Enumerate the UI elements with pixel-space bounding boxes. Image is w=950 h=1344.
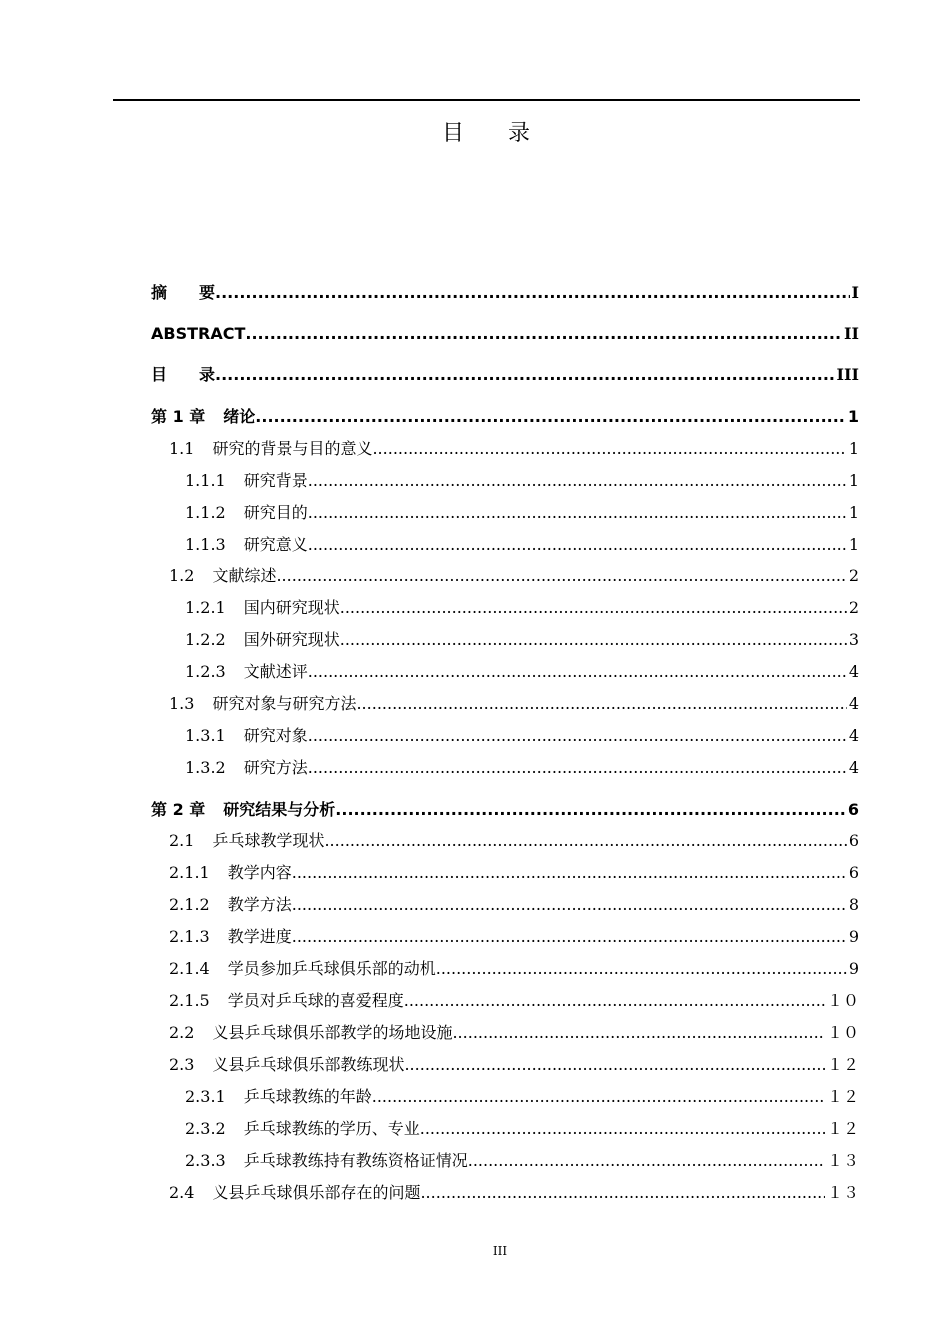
toc-entry-page: 4 bbox=[848, 726, 859, 745]
toc-entry-page: 1 bbox=[847, 407, 859, 426]
toc-entry-number: 2.1.3 bbox=[169, 927, 210, 946]
toc-entry-title: 目 录 bbox=[151, 365, 216, 384]
toc-leader-dots bbox=[292, 924, 847, 950]
toc-entry-page: 6 bbox=[848, 831, 859, 850]
toc-entry-page: １２ bbox=[826, 1119, 859, 1138]
toc-entry-title: 研究结果与分析 bbox=[223, 800, 336, 819]
toc-entry-number: 1.3.2 bbox=[185, 758, 226, 777]
toc-leader-dots bbox=[404, 1052, 825, 1078]
toc-entry-title: 国内研究现状 bbox=[243, 598, 340, 617]
toc-entry-title: 义县乒乓球俱乐部教练现状 bbox=[212, 1055, 405, 1074]
toc-entry[interactable] bbox=[169, 924, 859, 950]
toc-entry-number: 1.1 bbox=[169, 439, 195, 458]
toc-leader-dots bbox=[308, 723, 847, 749]
toc-leader-dots bbox=[372, 436, 846, 462]
toc-leader-dots bbox=[452, 1020, 825, 1046]
toc-entry-page: 4 bbox=[848, 662, 859, 681]
toc-entry-number: 2.1.2 bbox=[169, 895, 210, 914]
toc-entry-number: 2.3 bbox=[169, 1055, 195, 1074]
toc-leader-dots bbox=[356, 691, 846, 717]
toc-leader-dots bbox=[340, 627, 847, 653]
toc-entry-page: １３ bbox=[826, 1183, 859, 1202]
toc-entry[interactable] bbox=[169, 563, 859, 589]
toc-entry-page: 8 bbox=[848, 895, 859, 914]
toc-leader-dots bbox=[308, 755, 847, 781]
toc-entry[interactable] bbox=[151, 280, 859, 306]
toc-entry-title: 绪论 bbox=[223, 407, 256, 426]
toc-entry-page: III bbox=[836, 365, 859, 384]
toc-entry-page: II bbox=[844, 324, 859, 343]
toc-entry-title: 文献综述 bbox=[212, 566, 277, 585]
toc-entry[interactable] bbox=[169, 828, 859, 854]
toc-leader-dots bbox=[308, 500, 847, 526]
toc-entry[interactable] bbox=[151, 321, 859, 347]
toc-entry-page: 1 bbox=[848, 503, 859, 522]
toc-leader-dots bbox=[372, 1084, 825, 1110]
toc-entry-title: 研究对象与研究方法 bbox=[212, 694, 357, 713]
toc-entry[interactable] bbox=[169, 956, 859, 982]
toc-entry-number: 1.1.1 bbox=[185, 471, 226, 490]
toc-entry[interactable] bbox=[185, 532, 859, 558]
footer-page-number: III bbox=[492, 1244, 508, 1258]
toc-leader-dots bbox=[255, 404, 846, 430]
toc-entry-page: １２ bbox=[826, 1055, 859, 1074]
toc-entry[interactable] bbox=[185, 500, 859, 526]
toc-entry-page: １３ bbox=[826, 1151, 859, 1170]
toc-leader-dots bbox=[215, 362, 835, 388]
toc-entry[interactable] bbox=[185, 723, 859, 749]
toc-entry-page: １０ bbox=[826, 1023, 859, 1042]
toc-entry[interactable] bbox=[185, 1116, 859, 1142]
toc-entry-number: 2.4 bbox=[169, 1183, 195, 1202]
toc-entry-title: 教学进度 bbox=[227, 927, 292, 946]
toc-leader-dots bbox=[420, 1180, 825, 1206]
toc-leader-dots bbox=[245, 321, 842, 347]
toc-entry-number: 2.2 bbox=[169, 1023, 195, 1042]
toc-entry-number: 2.3.3 bbox=[185, 1151, 226, 1170]
toc-entry-number: 2.1.1 bbox=[169, 863, 210, 882]
toc-entry[interactable] bbox=[169, 691, 859, 717]
toc-entry[interactable] bbox=[169, 1052, 859, 1078]
toc-entry-number: 2.1.4 bbox=[169, 959, 210, 978]
toc-entry-title: 研究意义 bbox=[243, 535, 308, 554]
toc-entry-number: 1.2.3 bbox=[185, 662, 226, 681]
toc-leader-dots bbox=[340, 595, 847, 621]
toc-entry-page: 6 bbox=[847, 800, 859, 819]
toc-entry-title: 乒乓球教练的学历、专业 bbox=[243, 1119, 420, 1138]
toc-entry-title: 研究背景 bbox=[243, 471, 308, 490]
toc-entry-page: I bbox=[851, 283, 859, 302]
toc-entry-number: 1.1.2 bbox=[185, 503, 226, 522]
toc-entry[interactable] bbox=[185, 595, 859, 621]
toc-entry[interactable] bbox=[185, 1148, 859, 1174]
toc-entry[interactable] bbox=[185, 659, 859, 685]
toc-entry[interactable] bbox=[169, 436, 859, 462]
toc-entry-number: 1.2 bbox=[169, 566, 195, 585]
toc-leader-dots bbox=[468, 1148, 825, 1174]
toc-entry-number: 1.3.1 bbox=[185, 726, 226, 745]
toc-leader-dots bbox=[292, 892, 847, 918]
toc-entry-page: 6 bbox=[848, 863, 859, 882]
toc-entry-number: 1.2.2 bbox=[185, 630, 226, 649]
toc-entry-number: 1.1.3 bbox=[185, 535, 226, 554]
toc-entry-number: 2.1.5 bbox=[169, 991, 210, 1010]
toc-leader-dots bbox=[324, 828, 846, 854]
toc-leader-dots bbox=[308, 532, 847, 558]
toc-leader-dots bbox=[215, 280, 850, 306]
toc-entry-number: 第 1 章 bbox=[151, 407, 206, 426]
toc-entry-page: 2 bbox=[848, 566, 859, 585]
toc-entry[interactable] bbox=[185, 468, 859, 494]
toc-entry-title: 研究方法 bbox=[243, 758, 308, 777]
toc-leader-dots bbox=[292, 860, 847, 886]
toc-entry-page: 1 bbox=[848, 535, 859, 554]
toc-entry-title: 学员对乒乓球的喜爱程度 bbox=[227, 991, 404, 1010]
toc-leader-dots bbox=[276, 563, 846, 589]
toc-entry[interactable] bbox=[169, 860, 859, 886]
toc-entry-page: 1 bbox=[848, 471, 859, 490]
toc-entry[interactable] bbox=[169, 892, 859, 918]
toc-entry-page: 4 bbox=[848, 758, 859, 777]
toc-entry-title: 学员参加乒乓球俱乐部的动机 bbox=[227, 959, 436, 978]
toc-entry[interactable] bbox=[185, 1084, 859, 1110]
toc-entry-title: 文献述评 bbox=[243, 662, 308, 681]
toc-leader-dots bbox=[335, 797, 846, 823]
toc-entry-title: 乒乓球教练持有教练资格证情况 bbox=[243, 1151, 468, 1170]
toc-leader-dots bbox=[404, 988, 825, 1014]
toc-entry-page: １０ bbox=[826, 991, 859, 1010]
toc-entry-page: １２ bbox=[826, 1087, 859, 1106]
header-rule bbox=[113, 99, 860, 101]
toc-entry[interactable] bbox=[169, 1020, 859, 1046]
toc-entry-page: 9 bbox=[848, 959, 859, 978]
toc-entry-title: 教学内容 bbox=[227, 863, 292, 882]
toc-entry-title: 摘 要 bbox=[151, 283, 216, 302]
toc-entry-page: 3 bbox=[848, 630, 859, 649]
toc-entry-page: 2 bbox=[848, 598, 859, 617]
toc-leader-dots bbox=[308, 468, 847, 494]
toc-entry[interactable] bbox=[185, 755, 859, 781]
toc-entry-number: 2.3.1 bbox=[185, 1087, 226, 1106]
toc-entry-page: 9 bbox=[848, 927, 859, 946]
toc-leader-dots bbox=[308, 659, 847, 685]
toc-entry-title: 研究目的 bbox=[243, 503, 308, 522]
toc-entry-title: 乒乓球教学现状 bbox=[212, 831, 325, 850]
toc-entry-title: 研究的背景与目的意义 bbox=[212, 439, 373, 458]
toc-entry-title: 义县乒乓球俱乐部教学的场地设施 bbox=[212, 1023, 453, 1042]
toc-entry-title: 乒乓球教练的年龄 bbox=[243, 1087, 372, 1106]
toc-entry[interactable] bbox=[151, 404, 859, 430]
toc-entry[interactable] bbox=[169, 1180, 859, 1206]
toc-entry-title: 义县乒乓球俱乐部存在的问题 bbox=[212, 1183, 421, 1202]
toc-entry-title: 教学方法 bbox=[227, 895, 292, 914]
toc-entry-number: 1.3 bbox=[169, 694, 195, 713]
page-title: 目 录 bbox=[441, 121, 530, 146]
toc-entry-title: 国外研究现状 bbox=[243, 630, 340, 649]
toc-entry-number: 第 2 章 bbox=[151, 800, 206, 819]
toc-leader-dots bbox=[420, 1116, 825, 1142]
toc-entry[interactable] bbox=[151, 362, 859, 388]
toc-leader-dots bbox=[436, 956, 847, 982]
toc-entry-number: 1.2.1 bbox=[185, 598, 226, 617]
toc-entry-page: 4 bbox=[848, 694, 859, 713]
toc-entry-title: 研究对象 bbox=[243, 726, 308, 745]
toc-entry-page: 1 bbox=[848, 439, 859, 458]
toc-entry-number: 2.3.2 bbox=[185, 1119, 226, 1138]
toc-entry[interactable] bbox=[169, 988, 859, 1014]
toc-entry-title: ABSTRACT bbox=[151, 324, 246, 343]
toc-entry-number: 2.1 bbox=[169, 831, 195, 850]
toc-entry[interactable] bbox=[151, 797, 859, 823]
toc-entry[interactable] bbox=[185, 627, 859, 653]
